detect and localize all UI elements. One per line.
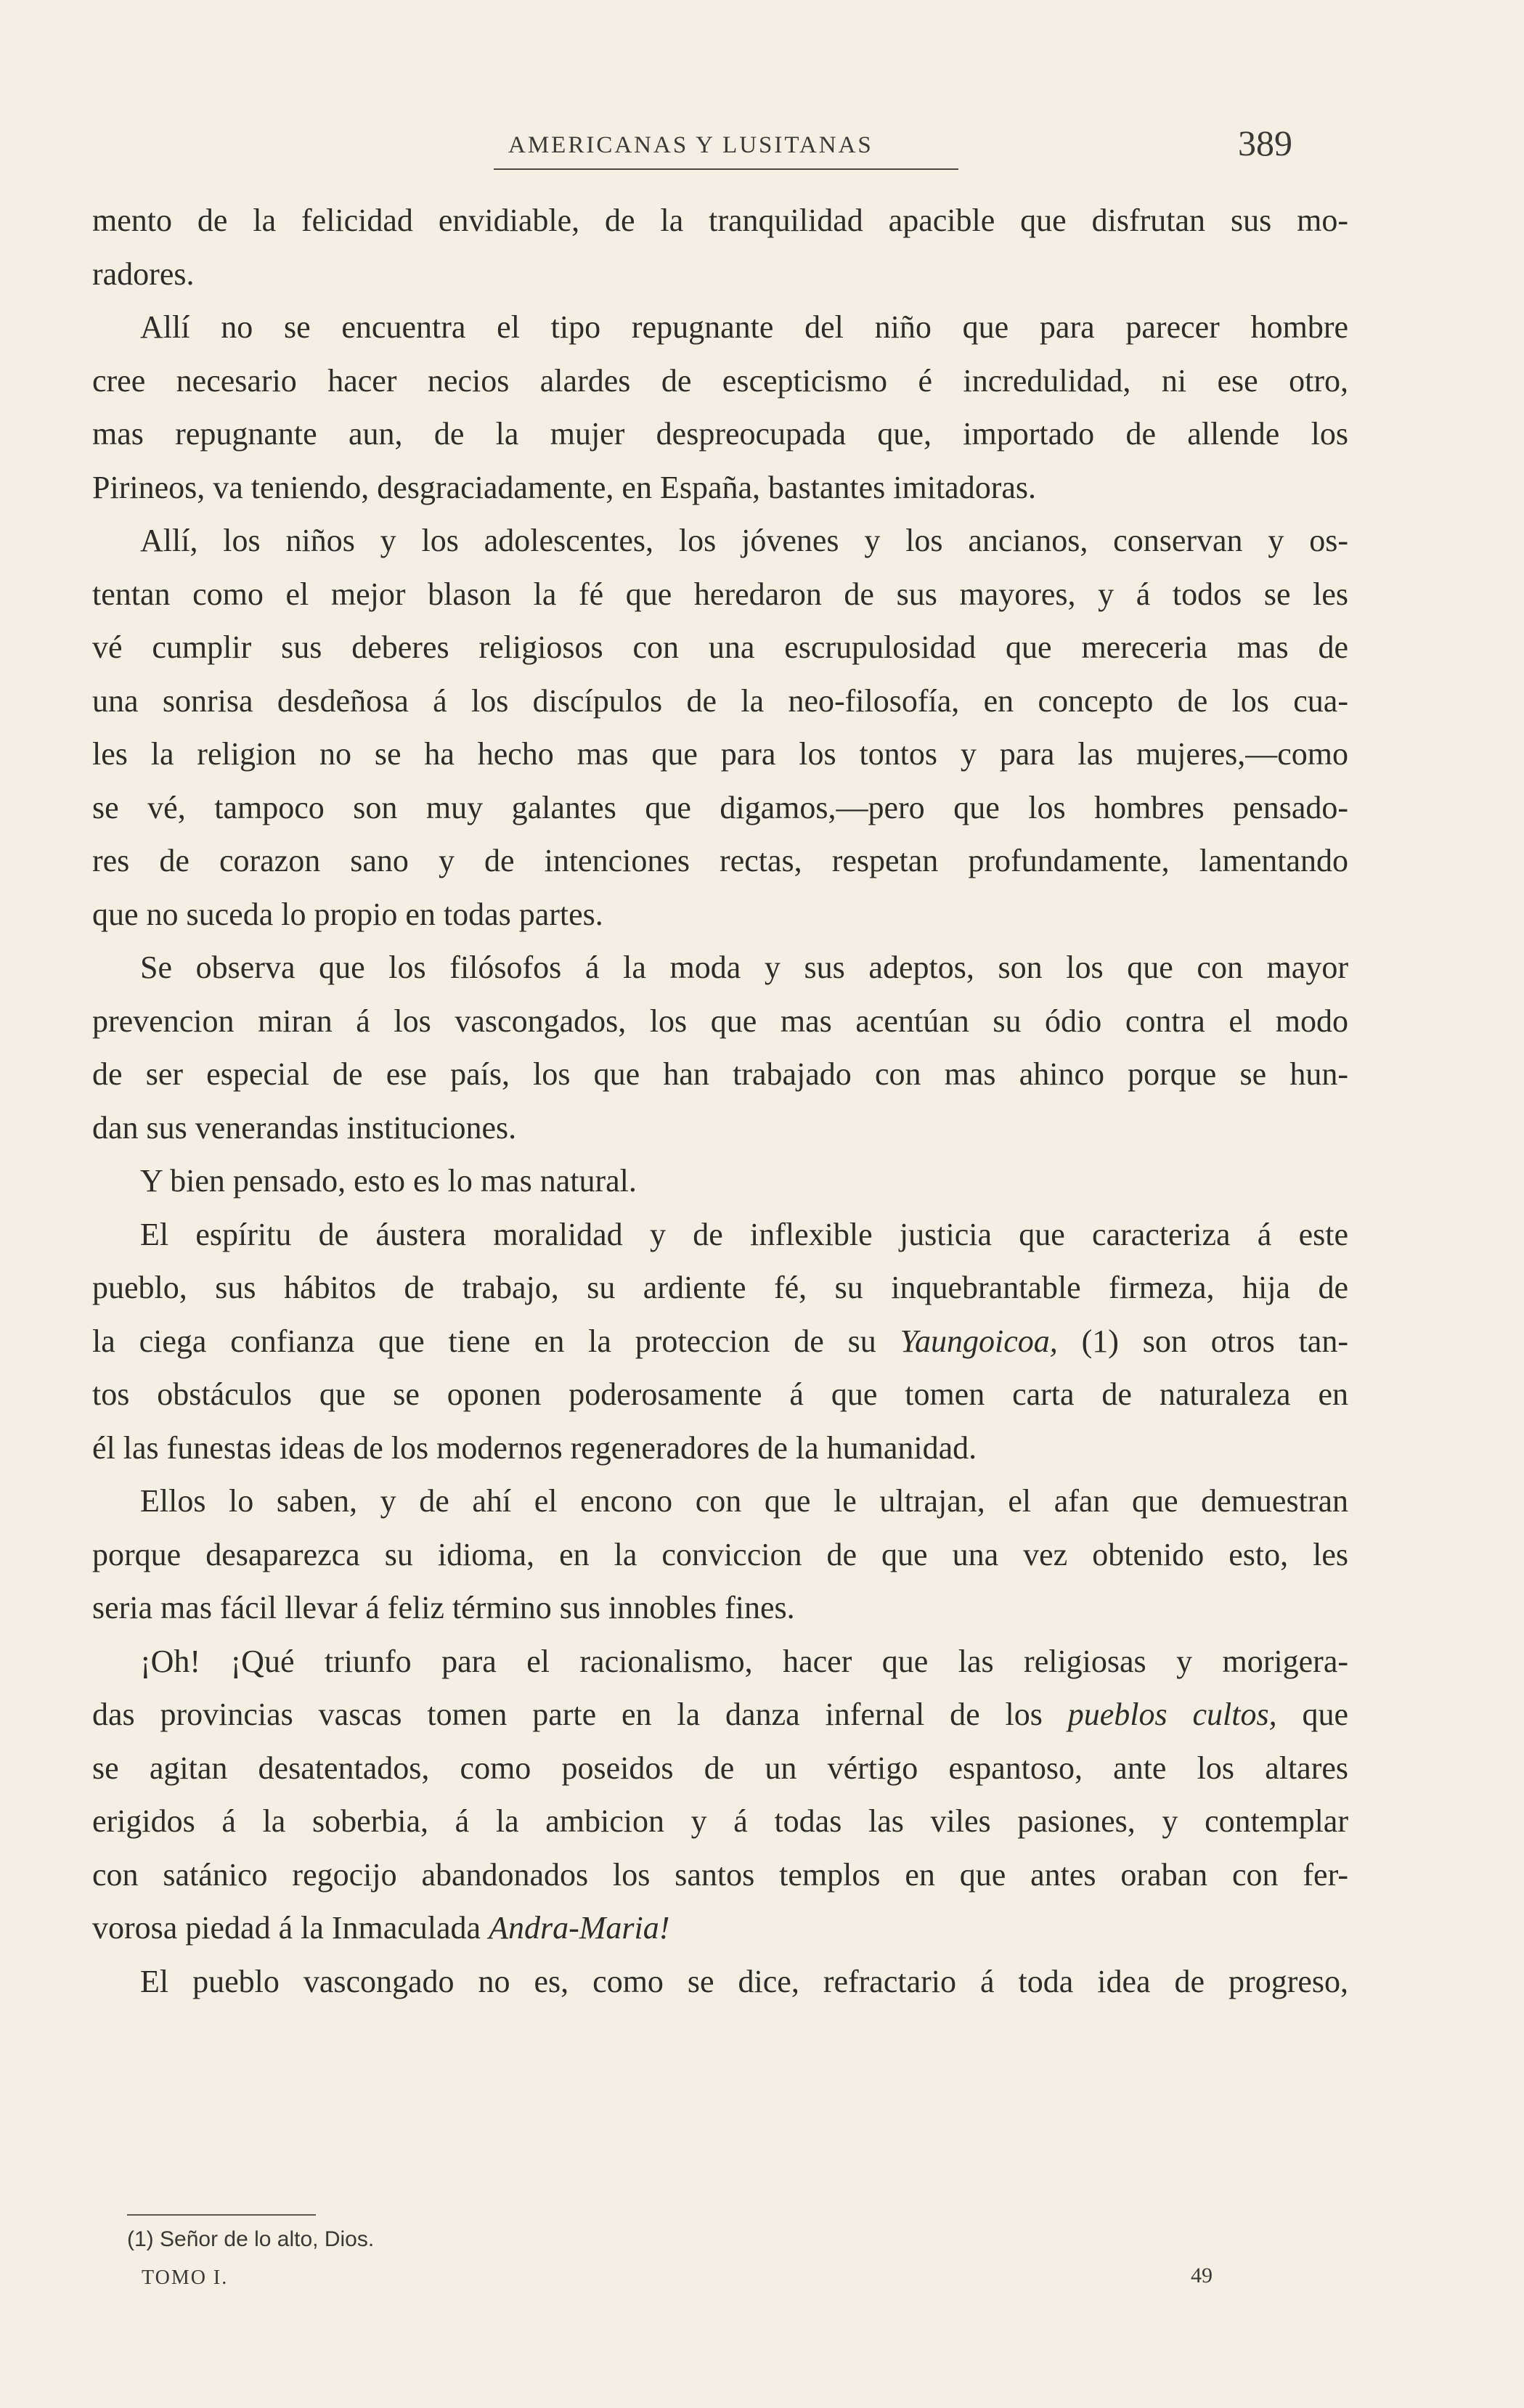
text-line: se vé, tampoco son muy galantes que digamos,—pero que los hombres pensado- bbox=[92, 789, 1348, 825]
text-line: de ser especial de ese país, los que han trabajado con mas ahinco porque se hun- bbox=[92, 1056, 1348, 1092]
text-line bbox=[92, 1688, 1348, 1742]
running-title: AMERICANAS Y LUSITANAS bbox=[508, 132, 873, 158]
text-line: él las funestas ideas de los modernos regeneradores de la humanidad. bbox=[92, 1429, 977, 1466]
text-segment: la ciega confianza que tiene en la proteccion de su bbox=[92, 1323, 900, 1359]
text-line: vé cumplir sus deberes religiosos con una escrupulosidad que mereceria mas de bbox=[92, 629, 1348, 665]
text-line: res de corazon sano y de intenciones rectas, respetan profundamente, lamentando bbox=[92, 843, 1348, 878]
text-line: Allí, los niños y los adolescentes, los jóvenes y los ancianos, conservan y os- bbox=[140, 523, 1348, 558]
text-segment: das provincias vascas tomen parte en la danza infernal de los bbox=[92, 1697, 1068, 1732]
text-line: tos obstáculos que se oponen poderosamente á que tomen carta de naturaleza en bbox=[92, 1376, 1348, 1412]
text-line: erigidos á la soberbia, á la ambicion y á todas las viles pasiones, y contemplar bbox=[92, 1803, 1348, 1839]
text-line bbox=[92, 1315, 1348, 1368]
running-head bbox=[0, 116, 1524, 167]
text-line: cree necesario hacer necios alardes de escepticismo é incredulidad, ni ese otro, bbox=[92, 362, 1348, 399]
volume-marker: TOMO I. bbox=[142, 2266, 229, 2289]
text-line: pueblo, sus hábitos de trabajo, su ardiente fé, su inquebrantable firmeza, hija de bbox=[92, 1270, 1348, 1305]
text-segment: que bbox=[1276, 1697, 1349, 1732]
text-line: mento de la felicidad envidiable, de la tranquilidad apacible que disfrutan sus mo- bbox=[92, 203, 1348, 238]
italic-term: pueblos cultos, bbox=[1067, 1697, 1277, 1732]
text-line: Ellos lo saben, y de ahí el encono con que le ultrajan, el afan que demuestran bbox=[140, 1483, 1348, 1519]
text-line: tentan como el mejor blason la fé que heredaron de sus mayores, y á todos se les bbox=[92, 576, 1348, 612]
text-line: que no suceda lo propio en todas partes. bbox=[92, 896, 603, 932]
text-line: Y bien pensado, esto es lo mas natural. bbox=[140, 1163, 637, 1199]
text-segment: vorosa piedad á la Inmaculada bbox=[92, 1910, 489, 1946]
text-line: con satánico regocijo abandonados los santos templos en que antes oraban con fer- bbox=[92, 1856, 1348, 1893]
italic-term: Andra-Maria! bbox=[489, 1910, 670, 1946]
text-line: El pueblo vascongado no es, como se dice, refractario á toda idea de progreso, bbox=[140, 1963, 1348, 1999]
footnote-rule bbox=[127, 2214, 316, 2216]
text-line: se agitan desatentados, como poseidos de un vértigo espantoso, ante los altares bbox=[92, 1750, 1348, 1786]
text-line: una sonrisa desdeñosa á los discípulos de la neo-filosofía, en concepto de los cua- bbox=[92, 682, 1348, 719]
text-line: El espíritu de áustera moralidad y de inflexible justicia que caracteriza á este bbox=[140, 1216, 1348, 1252]
page-number: 389 bbox=[1238, 123, 1292, 163]
text-line: radores. bbox=[92, 256, 195, 292]
text-line: seria mas fácil llevar á feliz término sus innobles fines. bbox=[92, 1590, 795, 1625]
text-line: ¡Oh! ¡Qué triunfo para el racionalismo, hacer que las religiosas y morigera- bbox=[140, 1643, 1348, 1679]
text-line: mas repugnante aun, de la mujer despreocupada que, importado de allende los bbox=[92, 416, 1348, 452]
text-line: porque desaparezca su idioma, en la conviccion de que una vez obtenido esto, les bbox=[92, 1536, 1348, 1572]
text-line bbox=[92, 1901, 1348, 1955]
italic-term: Yaungoicoa, bbox=[900, 1323, 1058, 1359]
text-line: Allí no se encuentra el tipo repugnante del niño que para parecer hombre bbox=[140, 309, 1348, 345]
text-line: prevencion miran á los vascongados, los que mas acentúan su ódio contra el modo bbox=[92, 1003, 1348, 1039]
footnote: (1) Señor de lo alto, Dios. bbox=[127, 2227, 375, 2251]
text-line: dan sus venerandas instituciones. bbox=[92, 1109, 517, 1146]
signature-mark: 49 bbox=[1191, 2264, 1213, 2287]
text-line: Pirineos, va teniendo, desgraciadamente, en España, bastantes imitadoras. bbox=[92, 469, 1037, 505]
text-segment: (1) son otros tan- bbox=[1057, 1323, 1348, 1359]
header-rule bbox=[494, 168, 958, 170]
text-line: Se observa que los filósofos á la moda y sus adeptos, son los que con mayor bbox=[140, 950, 1348, 985]
text-line: les la religion no se ha hecho mas que para los tontos y para las mujeres,—como bbox=[92, 736, 1348, 772]
body-text bbox=[92, 194, 1348, 2008]
